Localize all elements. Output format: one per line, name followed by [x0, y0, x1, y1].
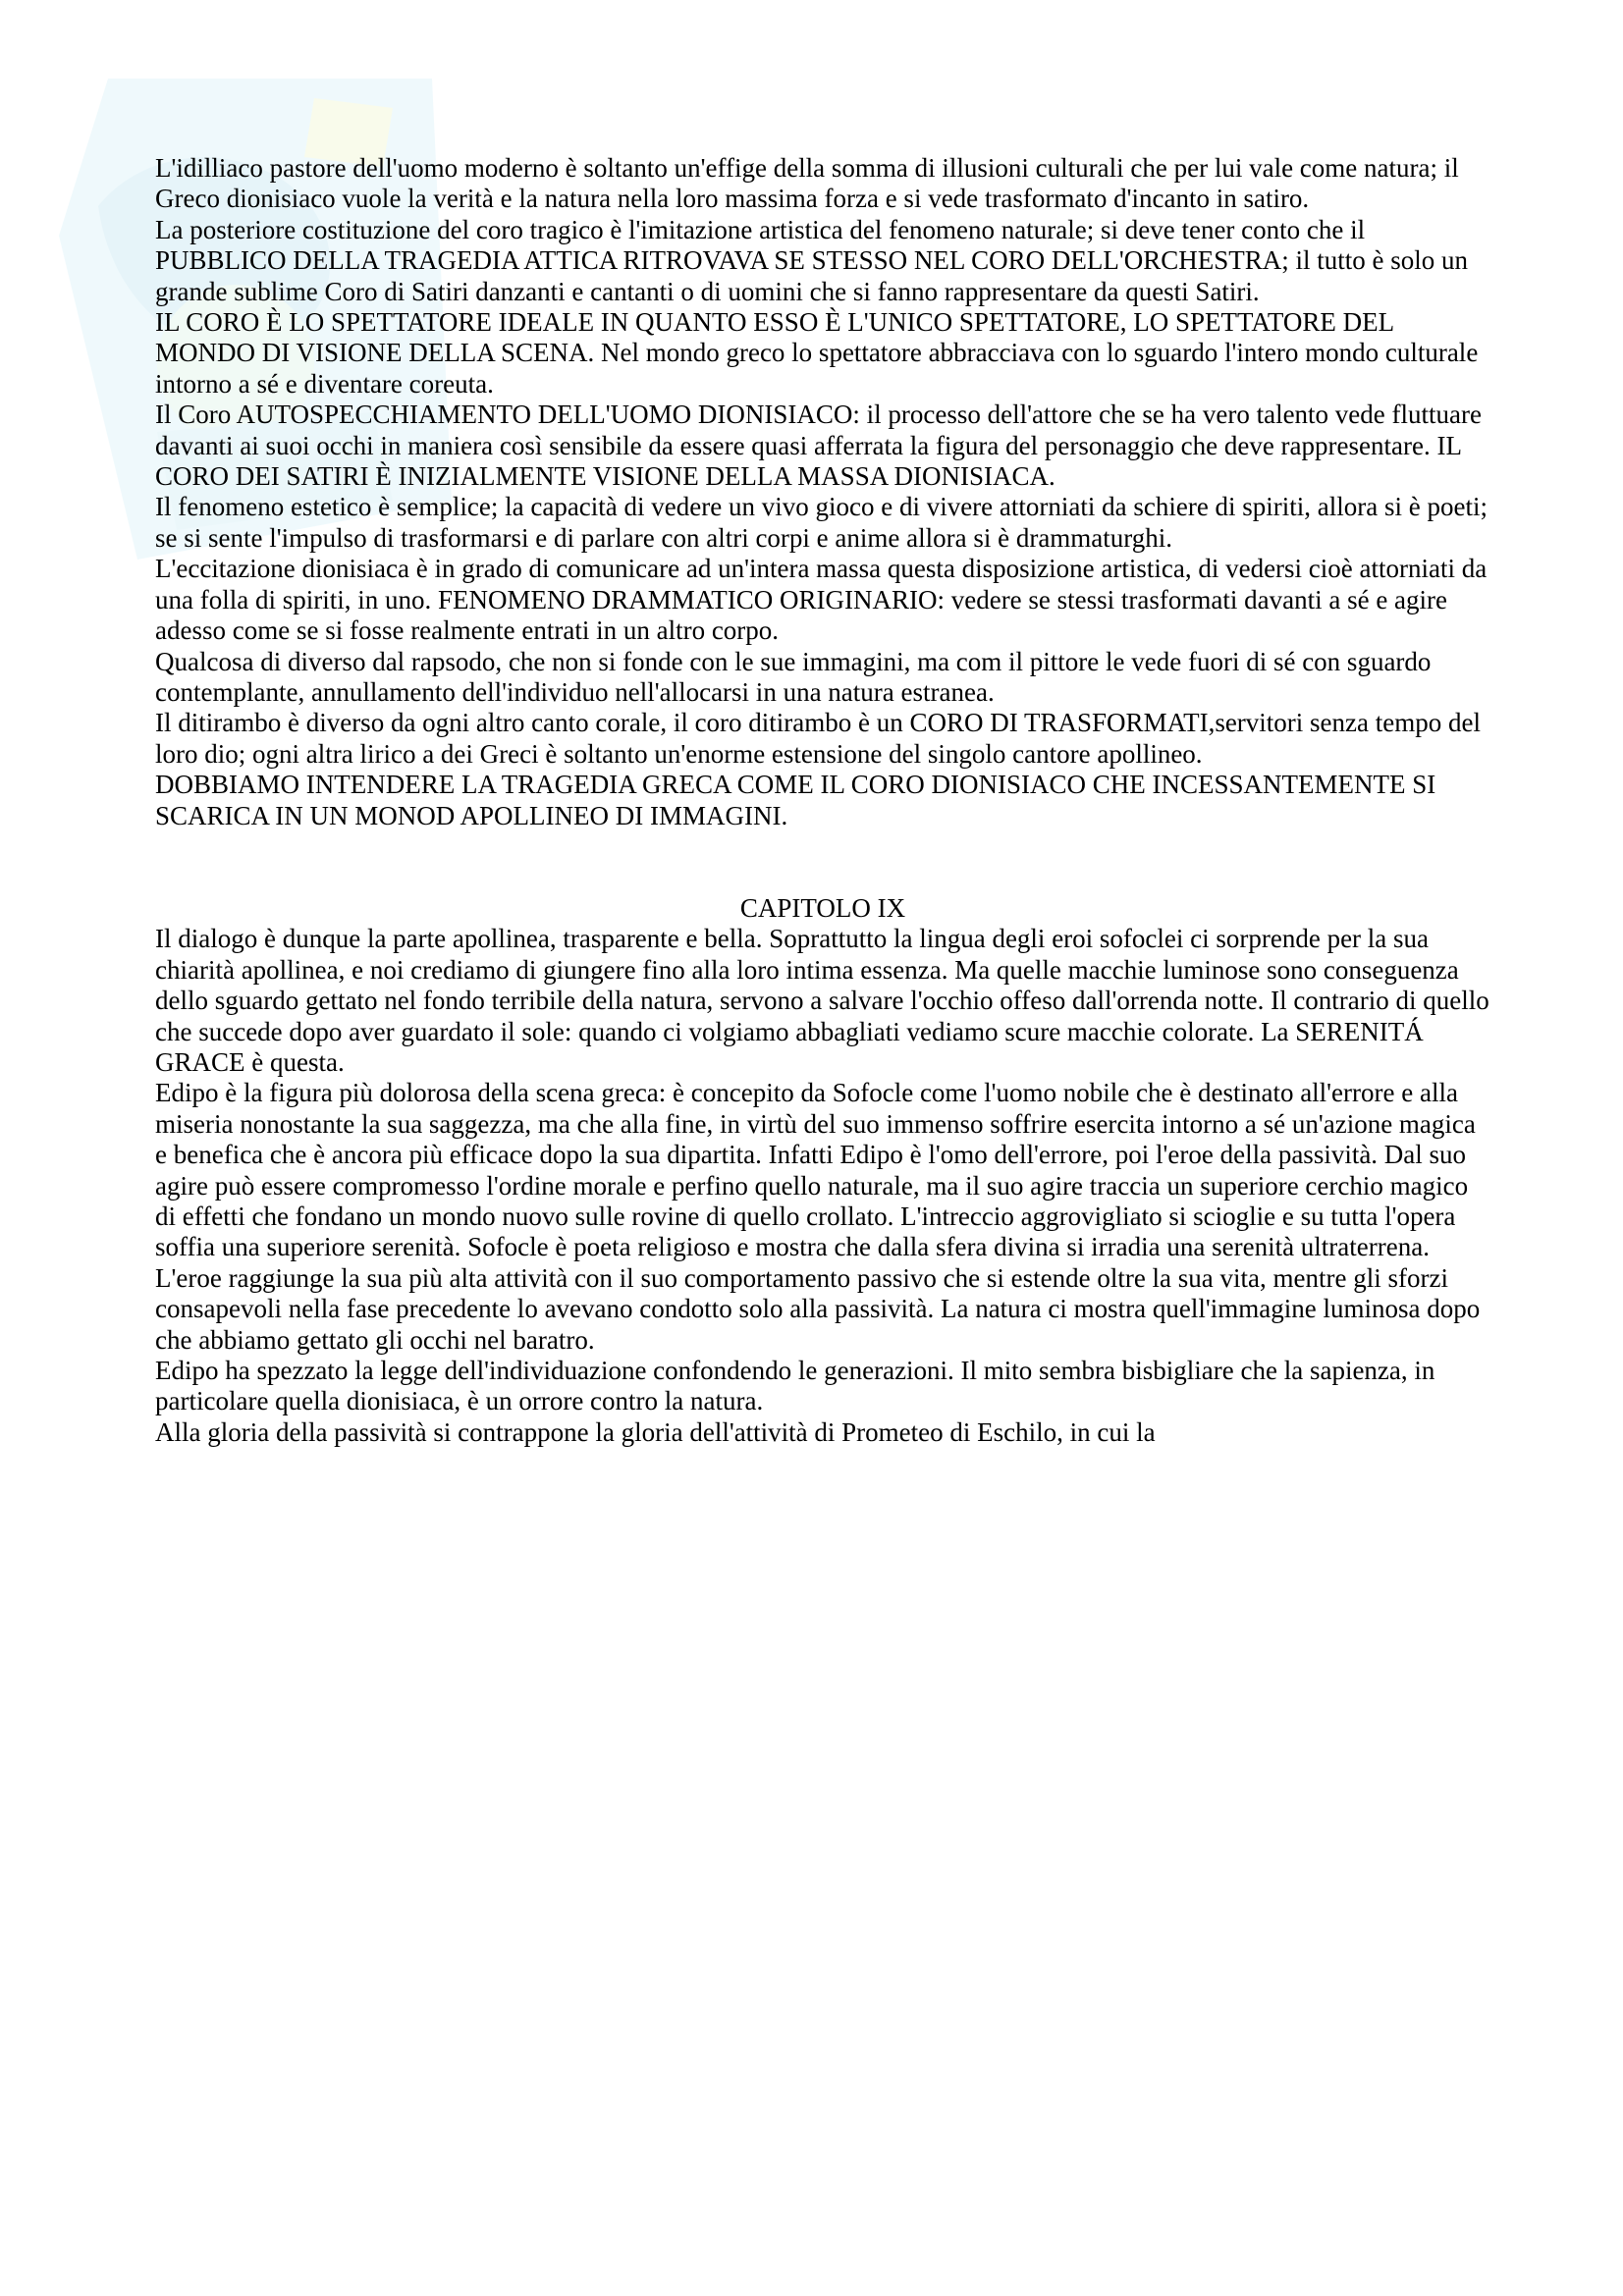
paragraph: DOBBIAMO INTENDERE LA TRAGEDIA GRECA COME IL CORO DIONISIACO CHE INCESSANTEMENTE SI SCARICA IN UN MONOD APOLLINEO DI IMMAGINI. — [155, 770, 1436, 830]
chapter-title: CAPITOLO IX — [739, 892, 906, 923]
document-body — [155, 153, 1490, 1448]
paragraph: La posteriore costituzione del coro tragico è l'imitazione artistica del fenomeno naturale; si deve tener conto che il PUBBLICO DELLA TRAGEDIA ATTICA RITROVAVA SE STESSO NEL CORO DELL'ORCHESTRA; il tutto è solo un grande sublime Coro di Satiri danzanti e cantanti o di uomini che si fanno rappresentare da questi Satiri. — [155, 214, 1468, 306]
paragraph: L'idilliaco pastore dell'uomo moderno è soltanto un'effige della somma di illusioni culturali che per lui vale come natura; il Greco dionisiaco vuole la verità e la natura nella loro massima forza e si vede trasformato d'incanto in satiro. — [155, 153, 1459, 214]
paragraph: Edipo è la figura più dolorosa della scena greca: è concepito da Sofocle come l'uomo nobile che è destinato all'errore e alla miseria nonostante la sua saggezza, ma che alla fine, in virtù del suo immenso soffrire esercita intorno a sé un'azione magica e benefica che è ancora più efficace dopo la sua dipartita. Infatti Edipo è l'omo dell'errore, poi l'eroe della passività. Dal suo agire può essere compromesso l'ordine morale e perfino quello naturale, ma il suo agire traccia un superiore cerchio magico di effetti che fondano un mondo nuovo sulle rovine di quello crollato. L'intreccio aggrovigliato si scioglie e su tutta l'opera soffia una superiore serenità. Sofocle è poeta religioso e mostra che dalla sfera divina si irradia una serenità ultraterrena. — [155, 1078, 1476, 1262]
section-gap — [155, 831, 1490, 893]
paragraph: Il dialogo è dunque la parte apollinea, trasparente e bella. Soprattutto la lingua degli eroi sofoclei ci sorprende per la sua chiarità apollinea, e noi crediamo di giungere fino alla loro intima essenza. Ma quelle macchie luminose sono conseguenza dello sguardo gettato nel fondo terribile della natura, servono a salvare l'occhio offeso dall'orrenda notte. Il contrario di quello che succede dopo aver guardato il sole: quando ci volgiamo abbagliati vediamo scure macchie colorate. La SERENITÁ GRACE è questa. — [155, 924, 1489, 1077]
paragraph: Edipo ha spezzato la legge dell'individuazione confondendo le generazioni. Il mito sembra bisbigliare che la sapienza, in particolare quella dionisiaca, è un orrore contro la natura. — [155, 1356, 1435, 1416]
paragraph: IL CORO È LO SPETTATORE IDEALE IN QUANTO ESSO È L'UNICO SPETTATORE, LO SPETTATORE DEL MONDO DI VISIONE DELLA SCENA. Nel mondo greco lo spettatore abbracciava con lo sguardo l'intero mondo culturale intorno a sé e diventare coreuta. — [155, 307, 1479, 399]
paragraph: Qualcosa di diverso dal rapsodo, che non si fonde con le sue immagini, ma com il pittore le vede fuori di sé con sguardo contemplante, annullamento dell'individuo nell'allocarsi in una natura estranea. — [155, 646, 1432, 707]
paragraph: Il Coro AUTOSPECCHIAMENTO DELL'UOMO DIONISIACO: il processo dell'attore che se ha vero talento vede fluttuare davanti ai suoi occhi in maniera così sensibile da essere quasi afferrata la figura del personaggio che deve rappresentare. IL CORO DEI SATIRI È INIZIALMENTE VISIONE DELLA MASSA DIONISIACA. — [155, 400, 1482, 492]
paragraph: L'eccitazione dionisiaca è in grado di comunicare ad un'intera massa questa disposizione artistica, di vedersi cioè attorniati da una folla di spiriti, in uno. FENOMENO DRAMMATICO ORIGINARIO: vedere se stessi trasformati davanti a sé e agire adesso come se si fosse realmente entrati in un altro corpo. — [155, 554, 1488, 646]
paragraph: L'eroe raggiunge la sua più alta attività con il suo comportamento passivo che si estende oltre la sua vita, mentre gli sforzi consapevoli nella fase precedente lo avevano condotto solo alla passività. La natura ci mostra quell'immagine luminosa dopo che abbiamo gettato gli occhi nel baratro. — [155, 1262, 1481, 1355]
paragraph: Il fenomeno estetico è semplice; la capacità di vedere un vivo gioco e di vivere attorniati da schiere di spiriti, allora si è poeti; se si sente l'impulso di trasformarsi e di parlare con altri corpi e anime allora si è drammaturghi. — [155, 492, 1488, 553]
paragraph: Alla gloria della passività si contrappone la gloria dell'attività di Prometeo di Eschilo, in cui la — [155, 1416, 1156, 1447]
paragraph: Il ditirambo è diverso da ogni altro canto corale, il coro ditirambo è un CORO DI TRASFORMATI,servitori senza tempo del loro dio; ogni altra lirico a dei Greci è soltanto un'enorme estensione del singolo cantore apollineo. — [155, 708, 1481, 769]
